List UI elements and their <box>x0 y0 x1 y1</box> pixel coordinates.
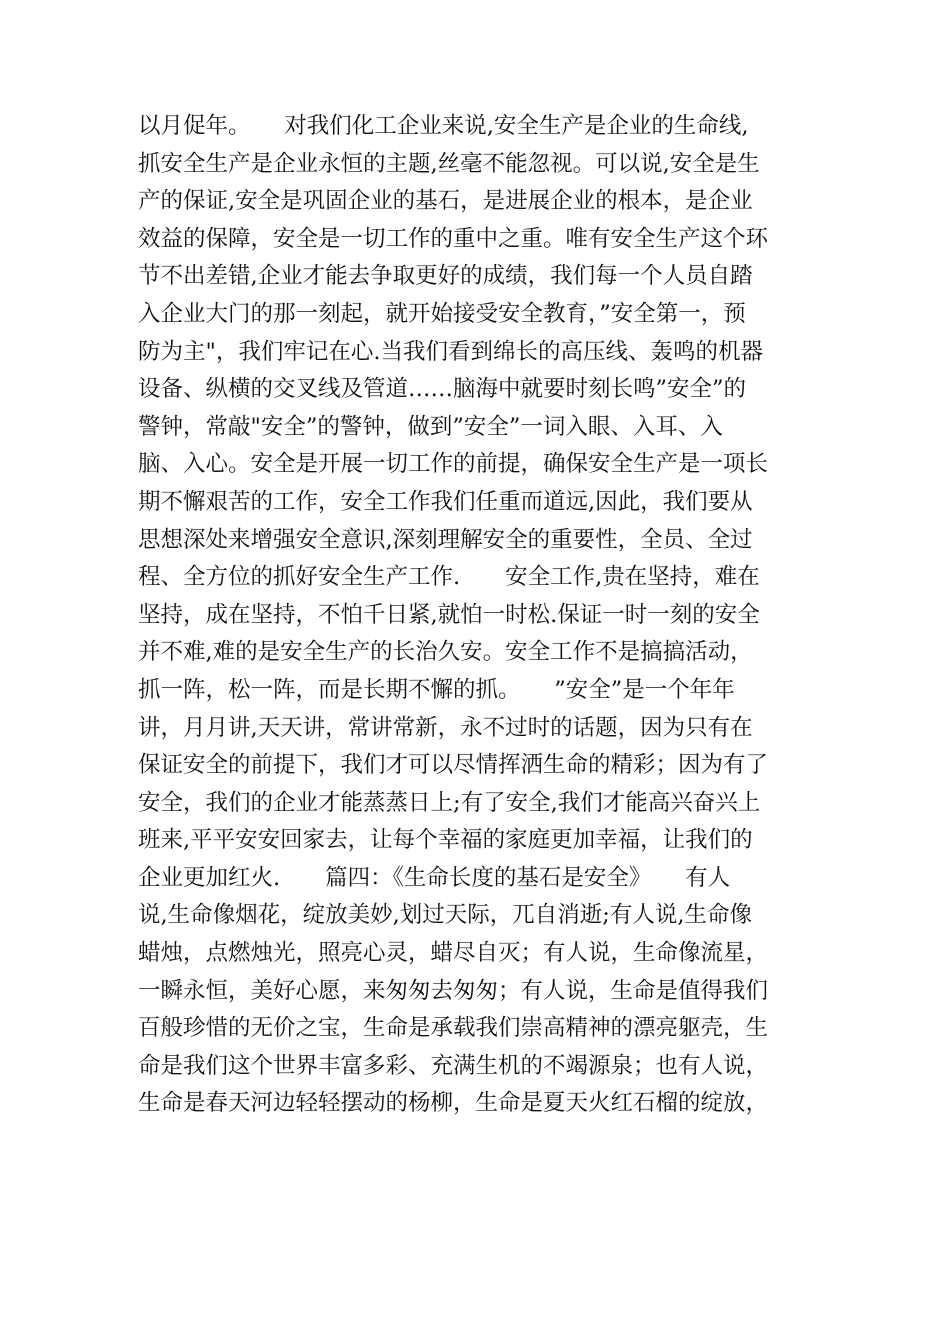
text-line: 企业更加红火. 篇四：《生命长度的基石是安全》 有人 <box>138 864 731 891</box>
text-line: 警钟，常敲"安全”的警钟，做到”安全”一词入眼、入耳、入 <box>138 413 723 440</box>
text-line: 产的保证,安全是巩固企业的基石，是进展企业的根本，是企业 <box>138 188 753 215</box>
text-line: 坚持，成在坚持，不怕千日紧,就怕一时松.保证一时一刻的安全 <box>138 601 760 628</box>
text-line: 一瞬永恒，美好心愿，来匆匆去匆匆；有人说，生命是值得我们 <box>138 977 769 1004</box>
text-line: 蜡烛，点燃烛光，照亮心灵，蜡尽自灭；有人说，生命像流星， <box>138 940 769 967</box>
text-line: 以月促年。 对我们化工企业来说,安全生产是企业的生命线, <box>138 113 749 139</box>
text-line: 班来,平平安安回家去，让每个幸福的家庭更加幸福，让我们的 <box>138 827 753 854</box>
text-line: 命是我们这个世界丰富多彩、充满生机的不竭源泉；也有人说， <box>138 1052 769 1079</box>
text-line: 脑、入心。安全是开展一切工作的前提，确保安全生产是一项长 <box>138 451 769 478</box>
text-line: 安全，我们的企业才能蒸蒸日上;有了安全,我们才能高兴奋兴上 <box>138 789 761 816</box>
body-text <box>138 108 828 1123</box>
text-line: 思想深处来增强安全意识,深刻理解安全的重要性，全员、全过 <box>138 526 753 553</box>
text-line: 讲，月月讲,天天讲，常讲常新，永不过时的话题，因为只有在 <box>138 714 753 741</box>
text-line: 保证安全的前提下，我们才可以尽情挥洒生命的精彩；因为有了 <box>138 752 769 779</box>
text-line: 期不懈艰苦的工作，安全工作我们任重而道远,因此，我们要从 <box>138 488 753 515</box>
text-line: 说,生命像烟花，绽放美妙,划过天际，兀自消逝;有人说,生命像 <box>138 902 753 929</box>
text-line: 生命是春天河边轻轻摆动的杨柳，生命是夏天火红石榴的绽放， <box>138 1090 769 1117</box>
text-line: 抓一阵，松一阵，而是长期不懈的抓。 ”安全”是一个年年 <box>138 676 735 703</box>
text-line: 百般珍惜的无价之宝，生命是承载我们崇高精神的漂亮躯壳，生 <box>138 1015 769 1042</box>
text-line: 抓安全生产是企业永恒的主题,丝毫不能忽视。可以说,安全是生 <box>138 150 760 177</box>
text-line: 防为主"，我们牢记在心.当我们看到绵长的高压线、轰鸣的机器 <box>138 338 764 365</box>
text-line: 程、全方位的抓好安全生产工作. 安全工作,贵在坚持，难在 <box>138 564 760 591</box>
text-line: 节不出差错,企业才能去争取更好的成绩，我们每一个人员自踏 <box>138 263 753 290</box>
text-line: 设备、纵横的交叉线及管道……脑海中就要时刻长鸣”安全”的 <box>138 376 747 403</box>
text-line: 入企业大门的那一刻起，就开始接受安全教育，”安全第一，预 <box>138 300 746 327</box>
text-line: 效益的保障，安全是一切工作的重中之重。唯有安全生产这个环 <box>138 225 769 252</box>
text-line: 并不难,难的是安全生产的长治久安。安全工作不是搞搞活动， <box>138 639 753 666</box>
